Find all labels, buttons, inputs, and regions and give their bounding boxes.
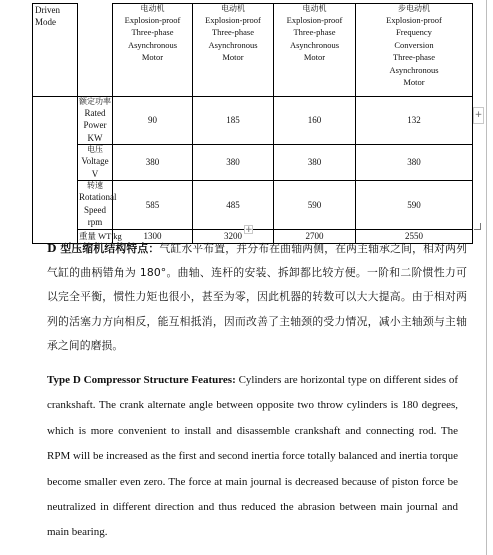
page-right-edge [486,0,487,555]
header-col-3-line: Explosion-proof [286,15,343,25]
english-heading: Type D Compressor Structure Features: [47,374,236,386]
row-label-cn: 转速 [87,181,103,191]
insert-column-handle[interactable]: + [245,225,253,235]
table-cell: 380 [274,145,356,181]
table-cell: 1300 [113,230,193,244]
row-label-line: Speed [84,204,106,215]
header-col-3-line: Motor [303,52,326,63]
english-paragraph [47,368,458,546]
chinese-paragraph [47,237,467,358]
table-cell: 90 [113,97,193,145]
row-label-voltage [78,145,113,181]
table-row-rated-power [33,97,473,145]
table-cell: 160 [274,97,356,145]
table-resize-corner[interactable] [474,223,481,230]
header-col-4-line: Three-phase [392,52,435,63]
header-col-3-line: Three-phase [293,27,336,38]
header-col-1 [113,4,193,97]
row-label-line: Rated Power [83,108,107,131]
header-col-3-line: Asynchronous [289,39,340,50]
row-blank-cell [33,181,78,230]
row-label-cn: 电压 [87,145,103,155]
header-col-3 [274,4,356,97]
row-label-rotational-speed [78,181,117,230]
table-cell: 590 [356,181,473,230]
specification-table [32,3,473,244]
header-col-1-line: Three-phase [131,27,174,38]
header-col-1-line: Explosion-proof [124,15,181,25]
header-col-4-line: Frequency [396,27,432,38]
header-col-1-line: Asynchronous [127,39,178,50]
table-cell: 590 [274,181,356,230]
header-col-4-cn: 步电动机 [398,4,430,13]
row-label-line: KW [87,132,103,143]
header-col-1-line: Motor [141,52,164,63]
header-col-2-cn: 电动机 [221,4,245,13]
table-header-row [33,4,473,97]
table-cell: 3200 [193,230,274,244]
table-cell: 2550 [356,230,473,244]
table-cell: 380 [193,145,274,181]
table-cell: 132 [356,97,473,145]
table-cell: 380 [113,145,193,181]
row-blank-cell [33,97,78,145]
header-col-2-line: Three-phase [211,27,254,38]
table-row-rotational-speed [33,181,473,230]
table-cell: 485 [193,181,274,230]
row-blank-cell [33,145,78,181]
header-col-2 [193,4,274,97]
table-cell: 185 [193,97,274,145]
chinese-body: 气缸水平布置，并分布在曲轴两侧，在两主轴承之间，相对两列气缸的曲柄错角为 180°。曲轴、连杆的安装、拆卸都比较方便。一阶和二阶惯性力可以完全平衡，惯性力矩也很小，甚至为零，因此机器的转数可以大大提高。由于相对两列的活塞力方向相反，能互相抵消，因而改善了主轴颈的受力情况，减小主轴颈与主轴承之间的磨损。 [47,241,467,352]
header-col-4 [356,4,473,97]
header-col-4-line: Conversion [394,39,434,50]
header-col-4-line: Explosion-proof [386,15,442,25]
header-col-4-line: Asynchronous [389,64,439,75]
insert-row-handle[interactable]: + [473,107,484,124]
row-label-line: rpm [87,217,103,228]
table-cell: 2700 [274,230,356,244]
row-label-line: Rotational [79,192,117,203]
header-col-2-line: Asynchronous [208,39,258,50]
header-blank-cell [78,4,113,97]
english-body: Cylinders are horizontal type on different sides of crankshaft. The crank alternate angle between opposite two throw cylinders is 180 degrees, which is more convenient to install and disassemble crankshaft and connecting rod. The RPM will be increased as the first and second inertia force totally balanced and inertia torque become smaller even zero. The force at main journal is decreased because of piston force be neutralized in different direction and thus reduced the abrasion between main journal and main bearing. [47,374,458,539]
header-col-2-line: Explosion-proof [205,15,261,25]
header-col-1-cn: 电动机 [140,4,165,13]
table-cell: 585 [113,181,193,230]
row-label-cn: 额定功率 [79,97,111,106]
driven-mode-label: Driven Mode [33,4,78,97]
row-label-weight: 重量 WT kg [78,230,113,244]
table-cell: 380 [356,145,473,181]
row-label-line: Voltage V [81,156,109,179]
row-label-rated-power [78,97,113,145]
header-col-2-line: Motor [222,52,244,63]
chinese-heading: D 型压缩机结构特点： [47,241,160,255]
header-col-4-line: Motor [403,77,425,88]
table-row-voltage [33,145,473,181]
header-col-3-cn: 电动机 [302,4,327,13]
